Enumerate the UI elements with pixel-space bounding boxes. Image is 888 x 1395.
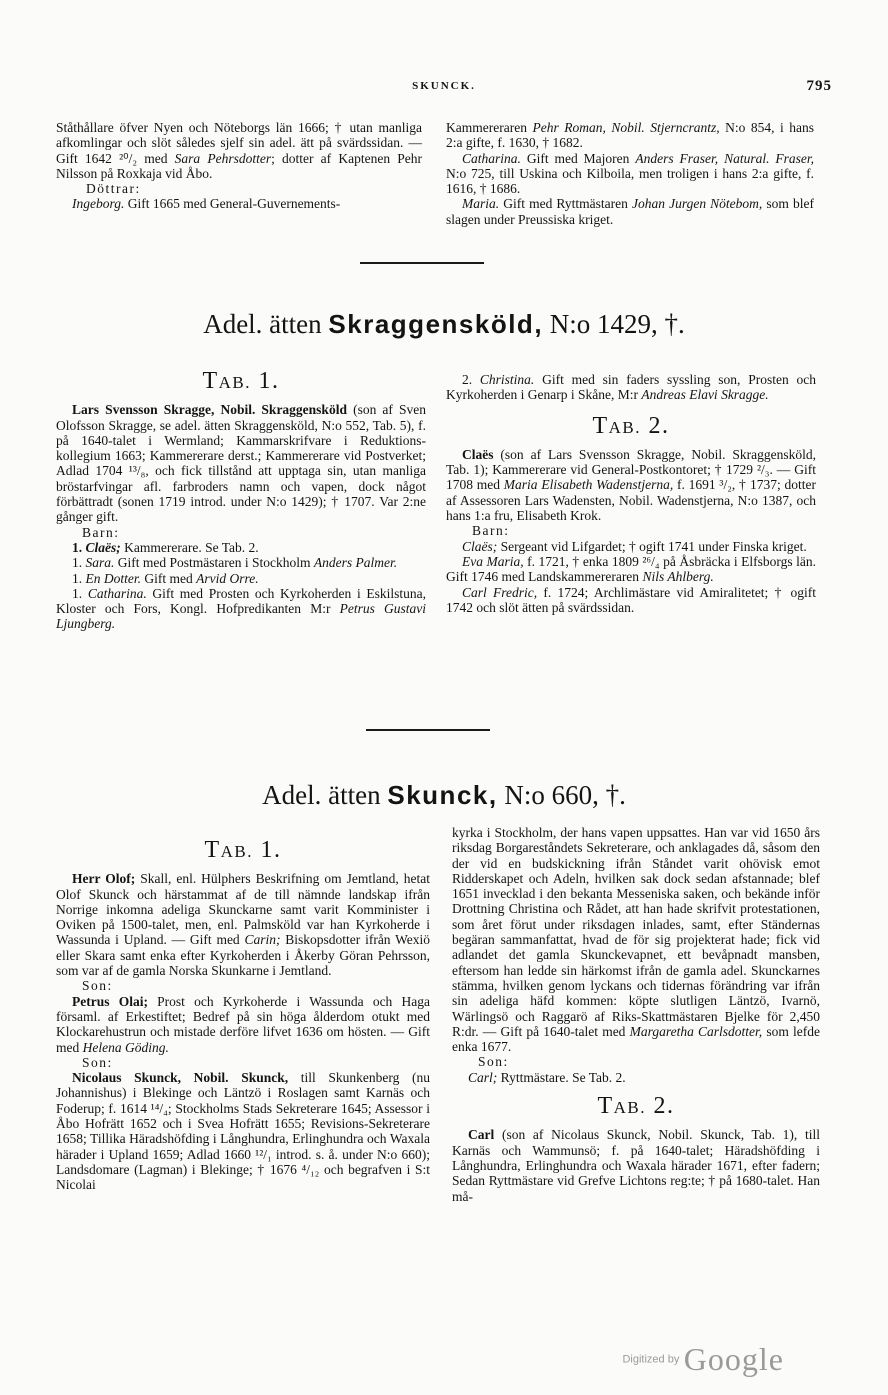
carl-entry: Carl (son af Nicolaus Skunck, Nobil. Skunck, Tab. 1), till Karnäs och Wammunsö; f. på 1640-talet; Häradshöfding i Långhundra, Erlinghundra och Waxala härader 1671, efter fadern; Sedan Ryttmästare vid Grefve Lichtons reg:te; † på 1680-talet. Han må- xyxy=(452,1127,820,1204)
tab-heading: TAB. 2. xyxy=(592,412,670,439)
running-title: SKUNCK. xyxy=(412,80,476,92)
top-left-paragraph: Ståthållare öfver Nyen och Nöteborgs län 1666; † utan manliga afkomlingar och slöt således sjelf sin adel. ätt på svärdssidan. — Gift 1642 ²⁰/₂ med Sara Pehrsdotter; dotter af Kaptenen Pehr Nilsson på Roxkaja vid Åbo. xyxy=(56,120,423,181)
skraggen-left-column xyxy=(56,366,426,632)
divider-rule xyxy=(366,729,490,731)
tab-heading: TAB. 1. xyxy=(202,368,280,394)
section-title-skraggenskold: Adel. ätten Skraggensköld, N:o 1429, †. xyxy=(203,309,685,339)
google-logo: Google xyxy=(683,1341,784,1377)
child-claes-jr: Claës; Sergeant vid Lifgardet; † ogift 1741 under Finska kriget. xyxy=(462,538,807,554)
skunck-left-column xyxy=(56,835,430,1193)
skraggen-right-column xyxy=(446,372,816,615)
page-number: 795 xyxy=(806,78,832,94)
maria-entry: Maria. Gift med Ryttmästaren Johan Jurgen Nötebom, som blef slagen under Preussiska kriget. xyxy=(446,196,814,227)
divider-rule xyxy=(360,262,484,264)
child-sara: 1. Sara. Gift med Postmästaren i Stockholm Anders Palmer. xyxy=(72,555,398,571)
catharina-entry: Catharina. Gift med Majoren Anders Fraser, Natural. Fraser, N:o 725, till Uskina och Kilboila, men troligen i hans 2:a gifte, f. 1616, † 1686. xyxy=(446,150,815,197)
daughter-ingeborg: Ingeborg. Gift 1665 med General-Guvernements- xyxy=(72,196,341,212)
son-label: Son: xyxy=(82,1054,113,1070)
nicolaus-entry: Nicolaus Skunck, Nobil. Skunck, till Skunkenberg (nu Johannishus) i Blekinge och Läntzö i Roslagen samt Karnäs och Foderup; f. 1614 ¹⁴/₄; Stockholms Stads Sekreterare 1645; Assessor i Åbo Hofrätt 1652 och i Svea Hofrätt 1655; Revisions-Sekreterare 1658; Tillika Häradshöfding i Långhundra, Erlinghundra och Waxala härader i Upland 1659; Adlad 1660 ¹²/₁ introd. s. å. under N:o 660); Landsdomare (Lagman) i Blekinge; † 1676 ⁴/₁₂ och begrafven i S:t Nicolai xyxy=(56,1070,430,1193)
child-dotter: 1. En Dotter. Gift med Arvid Orre. xyxy=(72,570,259,586)
section-title-skunck: Adel. ätten Skunck, N:o 660, †. xyxy=(262,780,626,810)
skunck-right-column xyxy=(452,825,820,1204)
tab-heading: TAB. 1. xyxy=(204,837,282,863)
top-left-column xyxy=(56,120,422,212)
child-catharina: 1. Catharina. Gift med Prosten och Kyrkoherden i Eskilstuna, Kloster och Fors, Kongl. Hofpredikanten M:r Petrus Gustavi Ljungberg. xyxy=(56,585,426,632)
herr-olof-entry: Herr Olof; Skall, enl. Hülphers Beskrifning om Jemtland, hetat Olof Skunck och härstammat af de till nämnde landskap ifrån Norrige inkomna adeliga Skunckarne samt varit Komminister i Oviken på 1500-talet, men, enl. Palmsköld var han Kyrkoherde i Wassunda i Upland. — Gift med Carin; Biskopsdotter ifrån Wexiö eller Skara samt enka efter Kyrkoherden i Åkerby Göran Pehrsson, som var af de gamla Norska Skunkarne i Jemtland. xyxy=(56,871,430,979)
child-claes: 1. Claës; Kammererare. Se Tab. 2. xyxy=(72,539,259,555)
children-label: Barn: xyxy=(472,523,510,539)
child-christina: 2. Christina. Gift med sin faders syssling son, Prosten och Kyrkoherden i Genarp i Skåne, M:r Andreas Elavi Skragge. xyxy=(446,372,817,403)
children-label: Barn: xyxy=(82,524,120,540)
child-eva-maria: Eva Maria, f. 1721, † enka 1809 ²⁶/₄ på Åsbräcka i Elfsborgs län. Gift 1746 med Landskammereraren Nils Ahlberg. xyxy=(446,553,816,585)
tab-heading: TAB. 2. xyxy=(597,1093,675,1120)
digitized-watermark: Digitized by Google xyxy=(622,1341,784,1377)
top-right-p1: Kammereraren Pehr Roman, Nobil. Stjerncrantz, N:o 854, i hans 2:a gifte, f. 1630, † 1682. xyxy=(446,120,815,151)
son-label: Son: xyxy=(82,978,113,994)
son-carl: Carl; Ryttmästare. Se Tab. 2. xyxy=(468,1069,626,1085)
claes-entry: Claës (son af Lars Svensson Skragge, Nobil. Skraggensköld, Tab. 1); Kammererare vid General-Postkontoret; † 1729 ²/₃. — Gift 1708 med Maria Elisabeth Wadenstjerna, f. 1691 ³/₂, † 1737; dotter af Assessoren Lars Wadensten, Nobil. Wadenstjerna, N:o 1387, och hans 1:a fru, Elisabeth Krok. xyxy=(446,446,816,524)
petrus-entry: Petrus Olai; Prost och Kyrkoherde i Wassunda och Haga församl. af Erkestiftet; Bedref på sin höga ålderdom otukt med Klockarehustrun och mistade derföre lifvet 1636 om hösten. — Gift med Helena Göding. xyxy=(56,993,430,1055)
nicolaus-continued: kyrka i Stockholm, der hans vapen uppsattes. Han var vid 1650 års riksdag Borgareståndets Sekreterare, och anklagades då, såsom den der vid en budskickning ifrån Ståndet varit ohövisk emot Ridderskapet och Adeln, hvilken sak dock sedan afstannade; blef 1651 invecklad i den bekanta Messeniska saken, och bekände inför Drottning Christina och Rådet, att han hade skrifvit protestationen, som året förut under riksdagen inlades, samt, efter Ständernas begäran sammanfattat, hvad de för sig projekterat hade; fick vid adlandet det gamla Skunckevapnet, ett bevåpnadt mansben, eftersom han ledde sin härkomst ifrån de gamla adel. Skunckarnes stämma, hvilken genom lyckans och tidernas förändring var ifrån sin adeliga häfd kommen: köpte slutligen Läntzö, Ivarnö, Wärlingsö och Raggarö af Riks-Skattmästaren Bjelke för 2,450 R:dr. — Gift på 1640-talet med Margaretha Carlsdotter, som lefde enka 1677. xyxy=(452,825,820,1055)
child-carl-fredric: Carl Fredric, f. 1724; Archlimästare vid Amiralitetet; † ogift 1742 och slöt ätten på svärdssidan. xyxy=(446,584,816,615)
running-head xyxy=(56,80,832,100)
lars-entry: Lars Svensson Skragge, Nobil. Skraggensköld (son af Sven Olofsson Skragge, se adel. ätten Skraggensköld, N:o 552, Tab. 5), f. på 1640-talet i Wermland; Kammarskrifvare i Reduktions-kollegium 1663; Kammererare derst.; Kammererare vid Postverket; Adlad 1704 ¹³/₈, och fick tillstånd att upptaga sin, utan manliga bröstarfvingar afl. farbroders namn och vapen, dock något förbättradt (sonen 1719 introd. under N:o 1429); † 1707. Var 2:ne gånger gift. xyxy=(56,402,427,525)
son-label: Son: xyxy=(478,1054,509,1070)
daughters-label: Döttrar: xyxy=(86,181,141,197)
top-right-column xyxy=(446,120,814,227)
